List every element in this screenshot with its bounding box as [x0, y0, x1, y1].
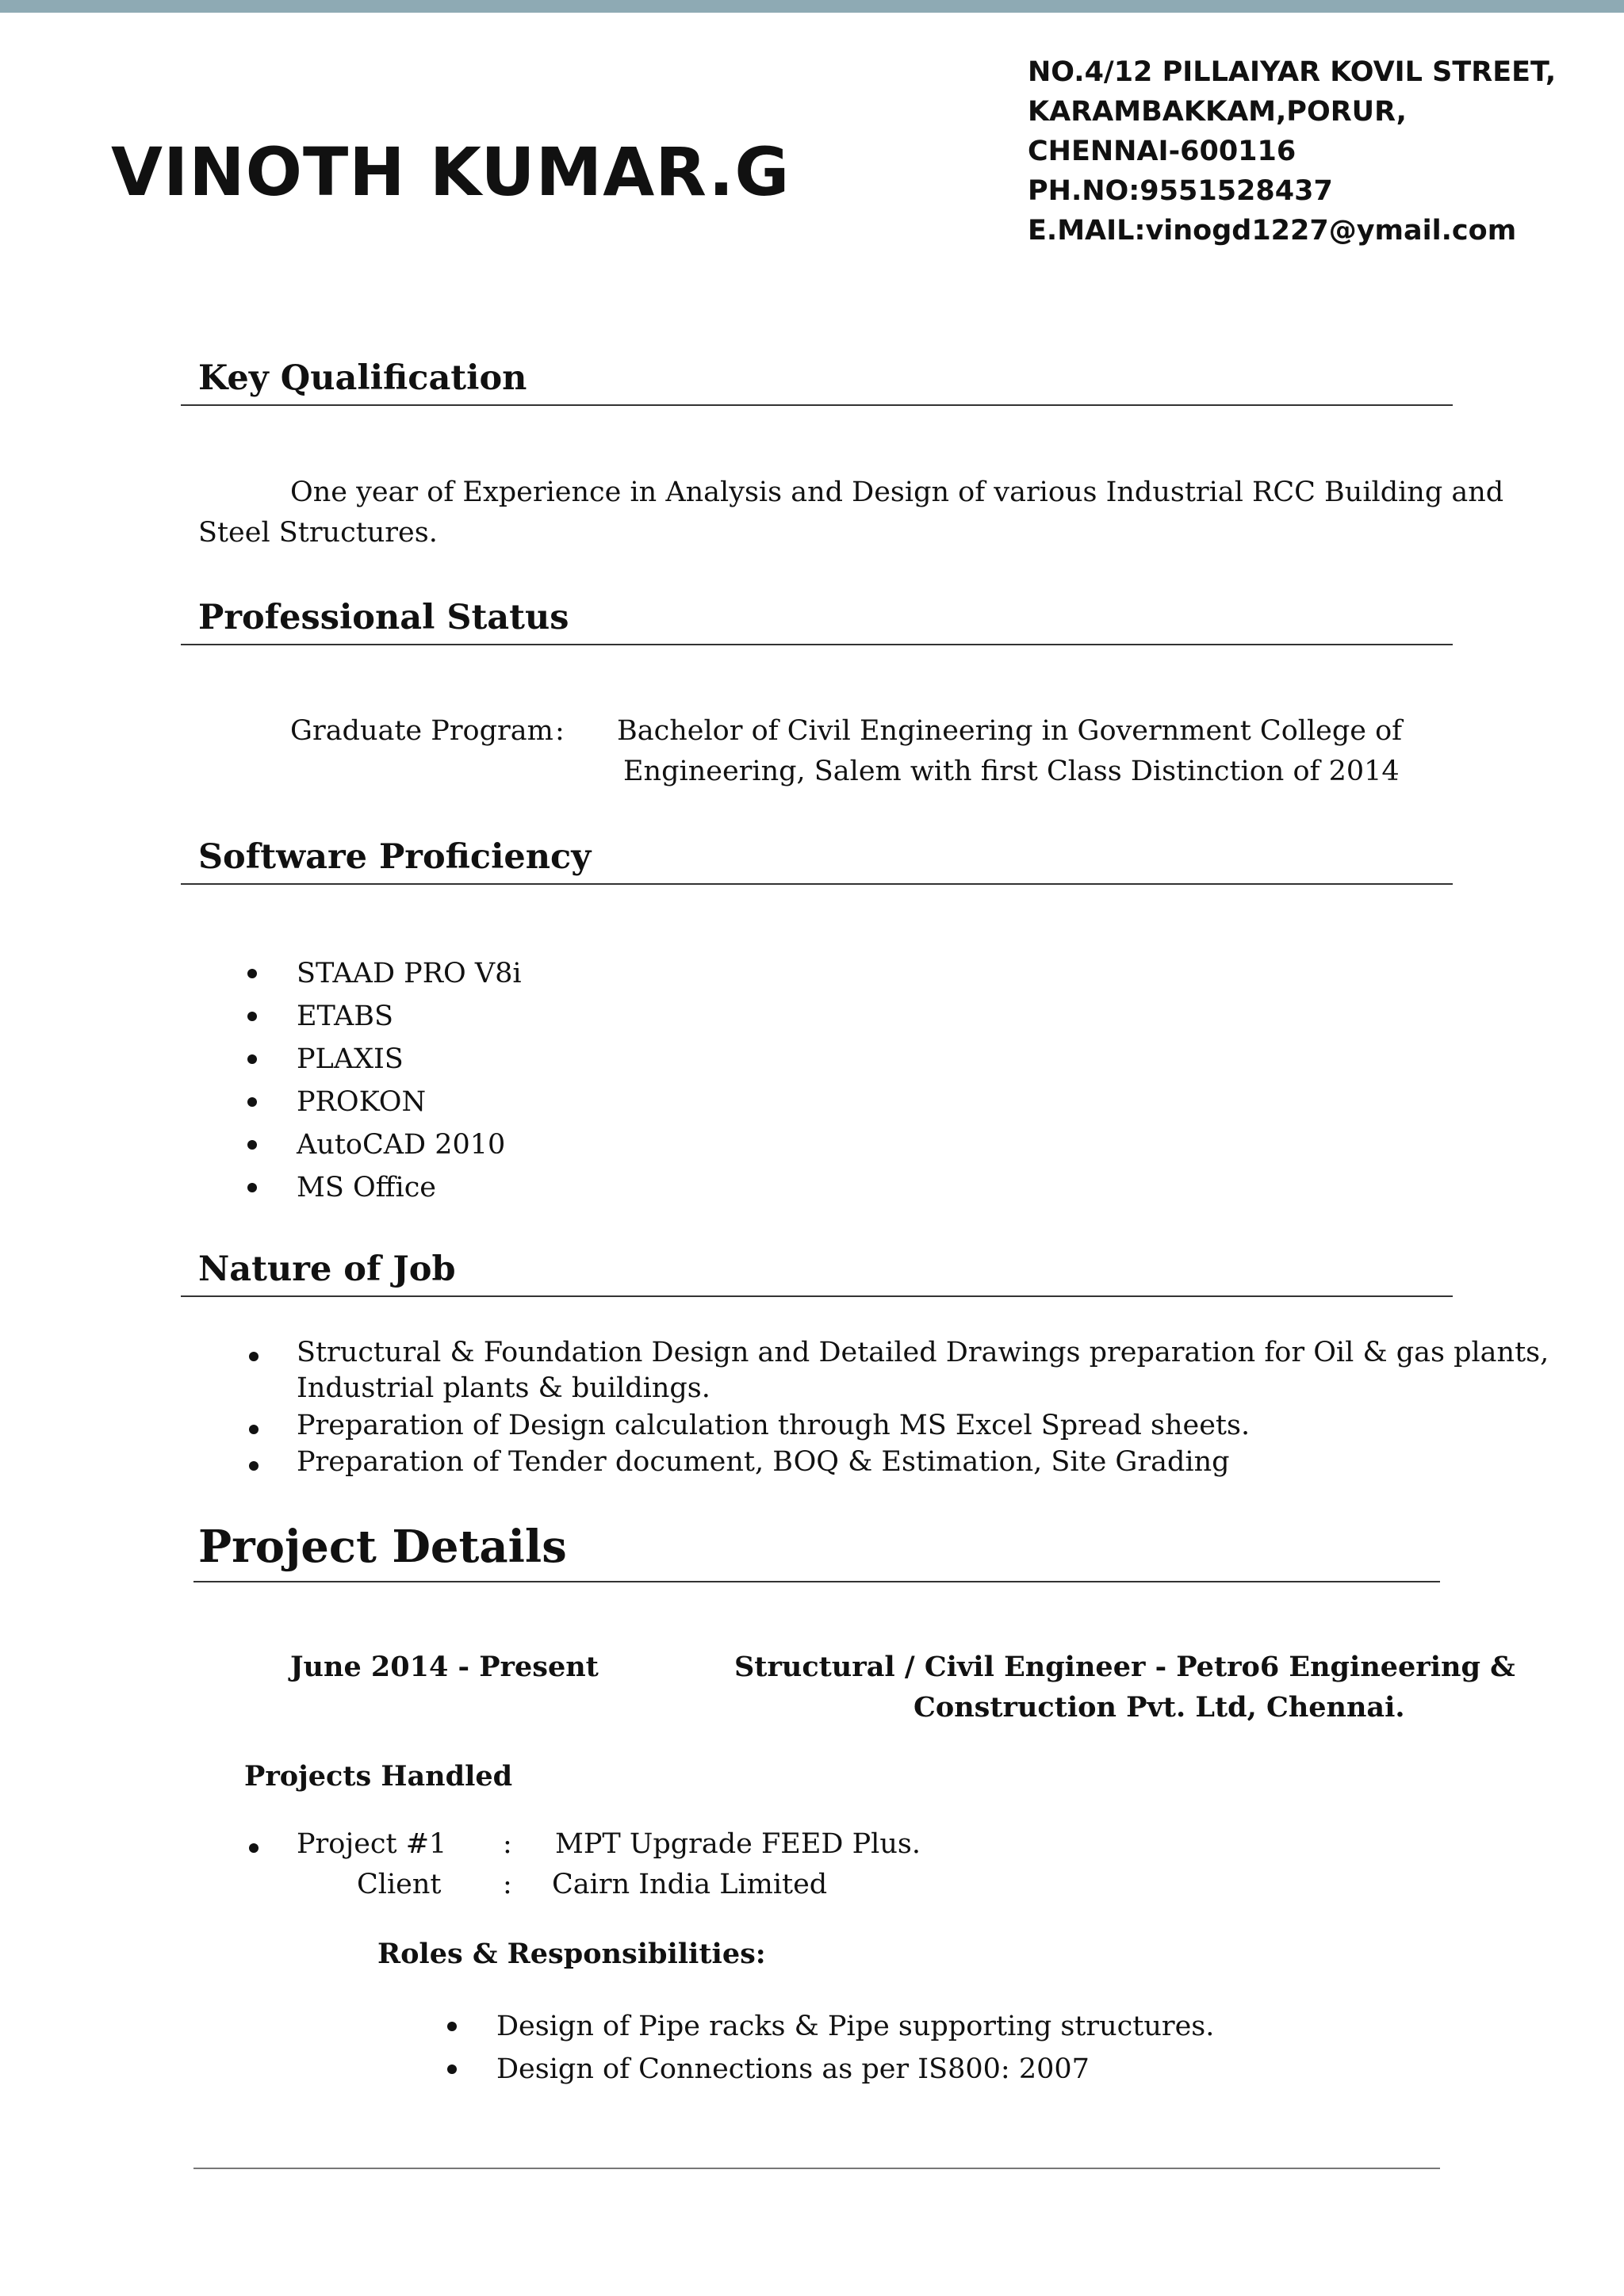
key-qualification-line-1: One year of Experience in Analysis and Design of various Industrial RCC Building and — [290, 476, 1504, 508]
address-line-2: KARAMBAKKAM,PORUR, — [1028, 96, 1407, 128]
key-qualification-line-2: Steel Structures. — [198, 517, 438, 549]
nature-of-job-item-3: Preparation of Tender document, BOQ & Estimation, Site Grading — [297, 1446, 1230, 1478]
professional-status-rule — [181, 644, 1453, 645]
key-qualification-rule — [181, 404, 1453, 406]
bullet — [249, 1352, 259, 1361]
email-address: E.MAIL:vinogd1227@ymail.com — [1028, 215, 1517, 247]
list-item: AutoCAD 2010 — [247, 1123, 522, 1166]
footer-rule — [193, 2168, 1440, 2169]
professional-status-heading: Professional Status — [198, 598, 569, 637]
nature-of-job-item-1-cont: Industrial plants & buildings. — [297, 1372, 710, 1404]
contact-block — [1028, 52, 1583, 251]
key-qualification-heading: Key Qualification — [198, 358, 527, 398]
bullet — [249, 1461, 259, 1471]
project-number-label: Project #1 — [297, 1828, 447, 1860]
bullet — [249, 1425, 259, 1434]
roles-list — [447, 2005, 1214, 2091]
project-details-heading: Project Details — [198, 1521, 567, 1573]
nature-of-job-item-2: Preparation of Design calculation through MS Excel Spread sheets. — [297, 1410, 1251, 1441]
nature-of-job-item-1: Structural & Foundation Design and Detailed Drawings preparation for Oil & gas plants, — [297, 1337, 1549, 1368]
software-proficiency-heading: Software Proficiency — [198, 837, 592, 877]
project-role-line-2: Construction Pvt. Ltd, Chennai. — [914, 1691, 1405, 1724]
address-line-3: CHENNAI-600116 — [1028, 136, 1297, 167]
projects-handled-label: Projects Handled — [244, 1760, 513, 1793]
list-item: ETABS — [247, 995, 522, 1038]
candidate-name: VINOTH KUMAR.G — [111, 133, 791, 211]
roles-heading: Roles & Responsibilities: — [377, 1938, 766, 1970]
list-item: Design of Connections as per IS800: 2007 — [447, 2048, 1214, 2091]
project-details-rule — [193, 1581, 1440, 1582]
list-item: PLAXIS — [247, 1038, 522, 1081]
client-name: Cairn India Limited — [552, 1869, 828, 1900]
software-list — [247, 952, 522, 1209]
project-role-line-1: Structural / Civil Engineer - Petro6 Engineering & — [734, 1651, 1515, 1683]
nature-of-job-heading: Nature of Job — [198, 1249, 456, 1289]
bullet — [249, 1843, 259, 1853]
phone-number: PH.NO:9551528437 — [1028, 175, 1333, 207]
software-proficiency-rule — [181, 883, 1453, 885]
client-label: Client — [357, 1869, 442, 1900]
nature-of-job-rule — [181, 1295, 1453, 1297]
list-item: STAAD PRO V8i — [247, 952, 522, 995]
list-item: PROKON — [247, 1081, 522, 1123]
graduate-program-value-line-2: Engineering, Salem with first Class Distinction of 2014 — [623, 756, 1400, 787]
graduate-program-label: Graduate Program — [290, 715, 553, 747]
graduate-program-value-line-1: Bachelor of Civil Engineering in Government College of — [617, 715, 1403, 747]
address-line-1: NO.4/12 PILLAIYAR KOVIL STREET, — [1028, 56, 1557, 88]
top-accent-bar — [0, 0, 1624, 13]
list-item: MS Office — [247, 1166, 522, 1209]
project-period: June 2014 - Present — [290, 1651, 599, 1683]
project-name: MPT Upgrade FEED Plus. — [555, 1828, 921, 1860]
graduate-program-separator: : — [555, 715, 565, 747]
list-item: Design of Pipe racks & Pipe supporting structures. — [447, 2005, 1214, 2048]
client-separator: : — [503, 1869, 512, 1900]
project-number-separator: : — [503, 1828, 512, 1860]
